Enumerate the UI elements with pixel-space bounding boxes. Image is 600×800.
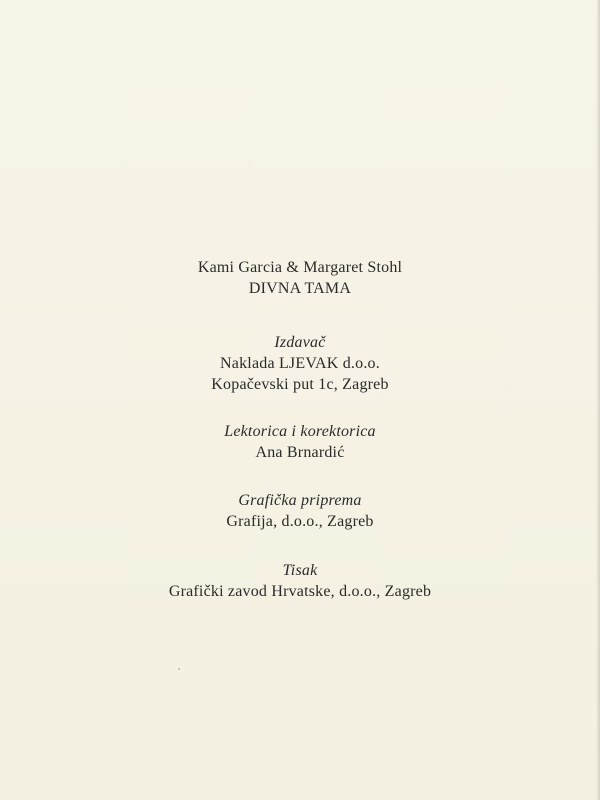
publisher-block	[0, 332, 600, 395]
publisher-heading: Izdavač	[274, 334, 326, 351]
editor-block	[0, 421, 600, 463]
book-title: DIVNA TAMA	[248, 280, 352, 297]
prepress-heading: Grafička priprema	[238, 492, 362, 509]
printing-heading: Tisak	[282, 562, 318, 579]
editor-heading: Lektorica i korektorica	[224, 423, 376, 440]
page-edge-shadow	[596, 0, 600, 800]
prepress-name: Grafija, d.o.o., Zagreb	[226, 513, 374, 530]
editor-name: Ana Brnardić	[255, 444, 345, 461]
paper-speck	[178, 668, 180, 670]
prepress-block	[0, 490, 600, 532]
publisher-name: Naklada LJEVAK d.o.o.	[220, 355, 380, 372]
author-title-block	[0, 257, 600, 299]
printing-name: Grafički zavod Hrvatske, d.o.o., Zagreb	[168, 583, 432, 600]
printing-block	[0, 560, 600, 602]
author-line: Kami Garcia & Margaret Stohl	[197, 259, 403, 276]
publisher-address: Kopačevski put 1c, Zagreb	[211, 376, 389, 393]
